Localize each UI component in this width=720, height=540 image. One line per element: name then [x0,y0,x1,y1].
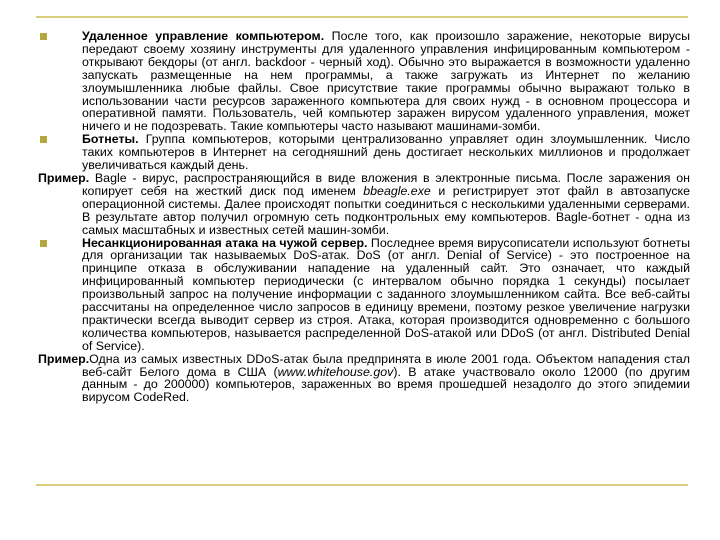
item-title: Удаленное управление компьютером. [82,29,325,43]
example-url: www.whitehouse.gov [277,364,394,379]
example-text: Bagle - вирус, распространяющийся в виде вложения в электронные письма. После заражения он копирует себя на жесткий диск под именем [82,170,690,198]
example-label: Пример. [38,170,90,185]
top-divider [36,16,688,18]
square-bullet-icon [40,33,47,40]
item-title: Несанкционированная атака на чужой сервер. [82,235,368,250]
square-bullet-icon [40,136,47,143]
square-bullet-icon [40,240,47,247]
example-text: Одна из самых известных DDoS-атак была предпринята в июле 2001 года. Объектом нападения стал веб-сайт Белого дома в США ( [82,351,690,379]
example-bagle [38,172,690,237]
item-text: Группа компьютеров, которыми централизованно управляет один злоумышленник. Число таких компьютеров в Интернет на сегодняшний день достигает нескольких миллионов и продолжает увеличиваться каждый день. [82,132,690,173]
example-filename: bbeagle.exe [363,183,431,198]
example-text: и регистрирует этот файл в автозапуске операционной системы. Далее происходят попытки соединиться с несколькими удаленными серверами. В результате автор получил огромную сеть подконтрольных ему компьютеров. Bagle-ботнет - одна из самых масштабных и известных сетей машин-зомби. [82,183,690,237]
slide-body [38,30,690,404]
bullet-item-remote-control [38,30,690,133]
item-title: Ботнеты. [82,132,139,147]
bullet-item-botnets [38,133,690,172]
item-text: После того, как произошло заражение, некоторые вирусы передают своему хозяину инструменты для удаленного управления инфицированным компьютером - открывают бекдоры (от англ. backdoor - черный ход). Обычно это выражается в возможности удаленно запускать размещенные на нем программы, а также загружать из Интернет по желанию злоумышленника любые файлы. Свое присутствие такие программы обычно выражают только в использовании части ресурсов зараженного компьютера для своих нужд - в основном процессора и оперативной памяти. Пользователь, чей компьютер заражен вирусом удаленного управления, может ничего и не подозревать. Такие компьютеры часто называют машинами-зомби. [82,29,691,134]
example-label: Пример. [38,351,90,366]
bottom-divider [36,484,688,486]
item-text: Последнее время вирусописатели используют ботнеты для организации так называемых DoS-атак. DoS (от англ. Denial of Service) - это построенное на принципе отказа в обслуживании нападение на удаленный сайт. Это означает, что каждый инфицированный компьютер периодически (с интервалом обычно порядка 1 секунды) посылает произвольный запрос на получение информации с заданного злоумышленником сайта. Все веб-сайты рассчитаны на определенное число запросов в единицу времени, поэтому резкое увеличение нагрузки практически всегда выводит сервер из строя. Атака, которая производится одновременно с большого количества компьютеров, называется распределенной DoS-атакой или DDoS (от англ. Distributed Denial of Service). [82,235,690,353]
bullet-item-server-attack [38,237,690,353]
example-text: ). В атаке участвовало около 12000 (по другим данным - до 200000) компьютеров, зараженных во время прошедшей незадолго до этого эпидемии вирусом CodeRed. [82,364,690,405]
example-ddos [38,353,690,405]
